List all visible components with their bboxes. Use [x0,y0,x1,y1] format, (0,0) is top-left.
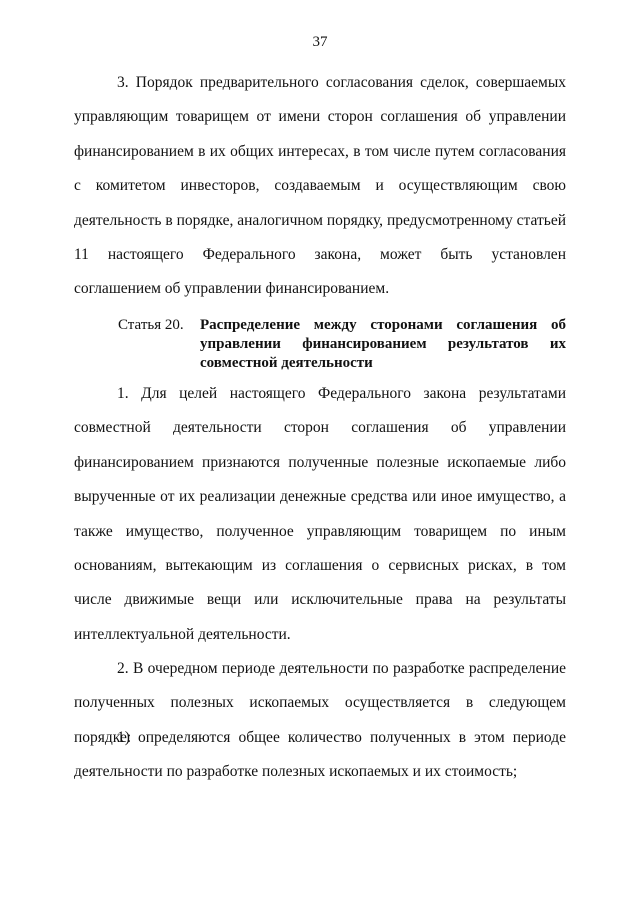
paragraph-2: 2. В очередном периоде деятельности по разработке распределение полученных полезных ископаемых осуществляется в следующем порядке: [74,660,566,746]
paragraph-1: 1. Для целей настоящего Федерального закона результатами совместной деятельности сторон соглашения об управлении финансированием признаются полученные полезные ископаемые либо вырученные от их реализации денежные средства или иное имущество, а также имущество, полученное управляющим товарищем по иным основаниям, вытекающим из соглашения о сервисных рисках, в том числе движимые вещи или исключительные права на результаты интеллектуальной деятельности. [74,385,566,643]
paragraph-2-item-1: 1) определяются общее количество полученных в этом периоде деятельности по разработке полезных ископаемых и их стоимость; [74,729,566,781]
page-number: 37 [312,34,328,50]
article-label: Статья 20. [118,317,184,333]
paragraph-3: 3. Порядок предварительного согласования сделок, совершаемых управляющим товарищем от имени сторон соглашения об управлении финансированием в их общих интересах, в том числе путем согласования с комитетом инвесторов, создаваемым и осуществляющим свою деятельность в порядке, аналогичном порядку, предусмотренному статьей 11 настоящего Федерального закона, может быть установлен соглашением об управлении финансированием. [74,74,566,298]
article-title: Распределение между сторонами соглашения об управлении финансированием результатов их совместной деятельности [200,317,566,371]
